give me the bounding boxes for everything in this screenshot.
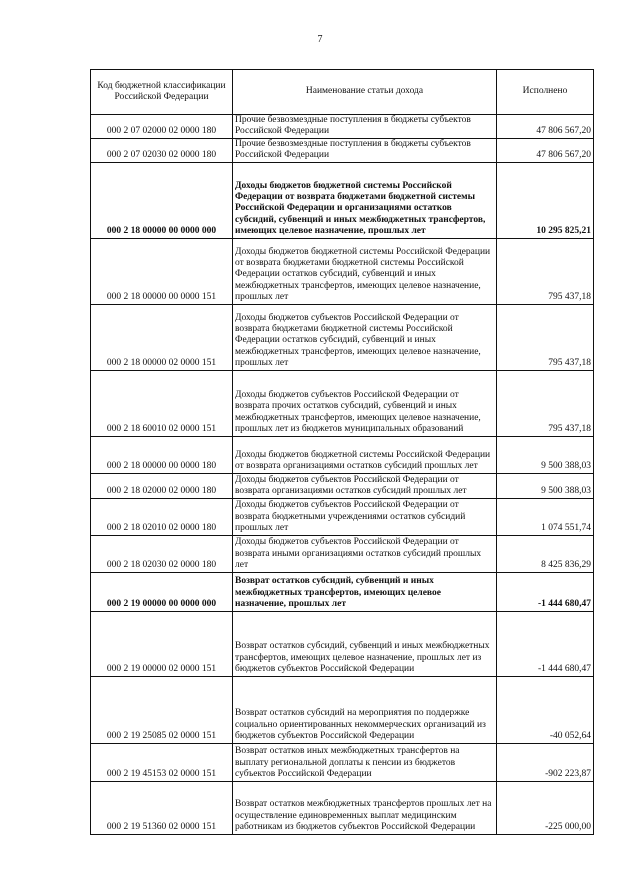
table-row xyxy=(91,115,594,139)
row-code: 000 2 19 45153 02 0000 151 xyxy=(91,743,233,781)
header-code: Код бюджетной классификации Российской Федерации xyxy=(91,70,233,115)
table-row xyxy=(91,498,594,535)
row-amount: 9 500 388,03 xyxy=(497,473,594,498)
header-amount: Исполнено xyxy=(497,70,594,115)
row-name: Прочие безвозмездные поступления в бюджеты субъектов Российской Федерации xyxy=(233,115,497,139)
table-row xyxy=(91,370,594,436)
table-row xyxy=(91,304,594,370)
row-amount: -902 223,87 xyxy=(497,743,594,781)
row-code: 000 2 19 25085 02 0000 151 xyxy=(91,676,233,743)
row-amount: 795 437,18 xyxy=(497,238,594,304)
page-number: 7 xyxy=(317,34,323,45)
row-amount: -225 000,00 xyxy=(497,781,594,834)
table-row xyxy=(91,162,594,238)
row-amount: 8 425 836,29 xyxy=(497,535,594,572)
row-code: 000 2 18 02000 02 0000 180 xyxy=(91,473,233,498)
row-amount: 795 437,18 xyxy=(497,370,594,436)
row-code: 000 2 18 02030 02 0000 180 xyxy=(91,535,233,572)
table-row xyxy=(91,743,594,781)
row-code: 000 2 18 60010 02 0000 151 xyxy=(91,370,233,436)
row-amount: 1 074 551,74 xyxy=(497,498,594,535)
row-name: Доходы бюджетов субъектов Российской Федерации от возврата бюджетами бюджетной системы Российской Федерации остатков субсидий, субвенций и иных межбюджетных трансфертов, имеющих целевое назначение, прошлых лет xyxy=(233,304,497,370)
row-amount: 47 806 567,20 xyxy=(497,138,594,162)
row-amount: 10 295 825,21 xyxy=(497,162,594,238)
table-row xyxy=(91,138,594,162)
row-code: 000 2 18 02010 02 0000 180 xyxy=(91,498,233,535)
row-amount: 795 437,18 xyxy=(497,304,594,370)
table-row xyxy=(91,473,594,498)
row-code: 000 2 18 00000 00 0000 000 xyxy=(91,162,233,238)
row-code: 000 2 07 02000 02 0000 180 xyxy=(91,115,233,139)
table-row xyxy=(91,436,594,473)
row-amount: 9 500 388,03 xyxy=(497,436,594,473)
table-row xyxy=(91,535,594,572)
row-name: Доходы бюджетов субъектов Российской Федерации от возврата бюджетными учреждениями остатков субсидий прошлых лет xyxy=(233,498,497,535)
row-code: 000 2 19 00000 02 0000 151 xyxy=(91,611,233,676)
row-code: 000 2 07 02030 02 0000 180 xyxy=(91,138,233,162)
row-amount: -40 052,64 xyxy=(497,676,594,743)
row-code: 000 2 18 00000 02 0000 151 xyxy=(91,304,233,370)
table-row xyxy=(91,676,594,743)
budget-revenue-table xyxy=(90,69,594,835)
row-name: Возврат остатков субсидий на мероприятия по поддержке социально ориентированных некоммерческих организаций из бюджетов субъектов Российской Федерации xyxy=(233,676,497,743)
row-name: Возврат остатков иных межбюджетных трансфертов на выплату региональной доплаты к пенсии из бюджетов субъектов Российской Федерации xyxy=(233,743,497,781)
row-amount: 47 806 567,20 xyxy=(497,115,594,139)
row-name: Возврат остатков субсидий, субвенций и иных межбюджетных трансфертов, имеющих целевое назначение, прошлых лет из бюджетов субъектов Российской Федерации xyxy=(233,611,497,676)
row-code: 000 2 18 00000 00 0000 151 xyxy=(91,238,233,304)
row-code: 000 2 19 51360 02 0000 151 xyxy=(91,781,233,834)
header-name: Наименование статьи дохода xyxy=(233,70,497,115)
row-name: Доходы бюджетов субъектов Российской Федерации от возврата иными организациями остатков субсидий прошлых лет xyxy=(233,535,497,572)
row-code: 000 2 19 00000 00 0000 000 xyxy=(91,572,233,611)
row-amount: -1 444 680,47 xyxy=(497,611,594,676)
row-name: Возврат остатков субсидий, субвенций и иных межбюджетных трансфертов, имеющих целевое назначение, прошлых лет xyxy=(233,572,497,611)
row-code: 000 2 18 00000 00 0000 180 xyxy=(91,436,233,473)
row-name: Доходы бюджетов бюджетной системы Российской Федерации от возврата бюджетами бюджетной системы Российской Федерации остатков субсидий, субвенций и иных межбюджетных трансфертов, имеющих целевое назначение, прошлых лет xyxy=(233,238,497,304)
row-name: Доходы бюджетов бюджетной системы Российской Федерации от возврата бюджетами бюджетной системы Российской Федерации и организациями остатков субсидий, субвенций и иных межбюджетных трансфертов, имеющих целевое назначение, прошлых лет xyxy=(233,162,497,238)
row-name: Доходы бюджетов субъектов Российской Федерации от возврата прочих остатков субсидий, субвенций и иных межбюджетных трансфертов, имеющих целевое назначение, прошлых лет из бюджетов муниципальных образований xyxy=(233,370,497,436)
table-row xyxy=(91,781,594,834)
table-row xyxy=(91,238,594,304)
row-amount: -1 444 680,47 xyxy=(497,572,594,611)
table-row xyxy=(91,572,594,611)
row-name: Доходы бюджетов субъектов Российской Федерации от возврата организациями остатков субсидий прошлых лет xyxy=(233,473,497,498)
table-row xyxy=(91,611,594,676)
row-name: Прочие безвозмездные поступления в бюджеты субъектов Российской Федерации xyxy=(233,138,497,162)
row-name: Доходы бюджетов бюджетной системы Российской Федерации от возврата организациями остатков субсидий прошлых лет xyxy=(233,436,497,473)
row-name: Возврат остатков межбюджетных трансфертов прошлых лет на осуществление единовременных выплат медицинским работникам из бюджетов субъектов Российской Федерации xyxy=(233,781,497,834)
